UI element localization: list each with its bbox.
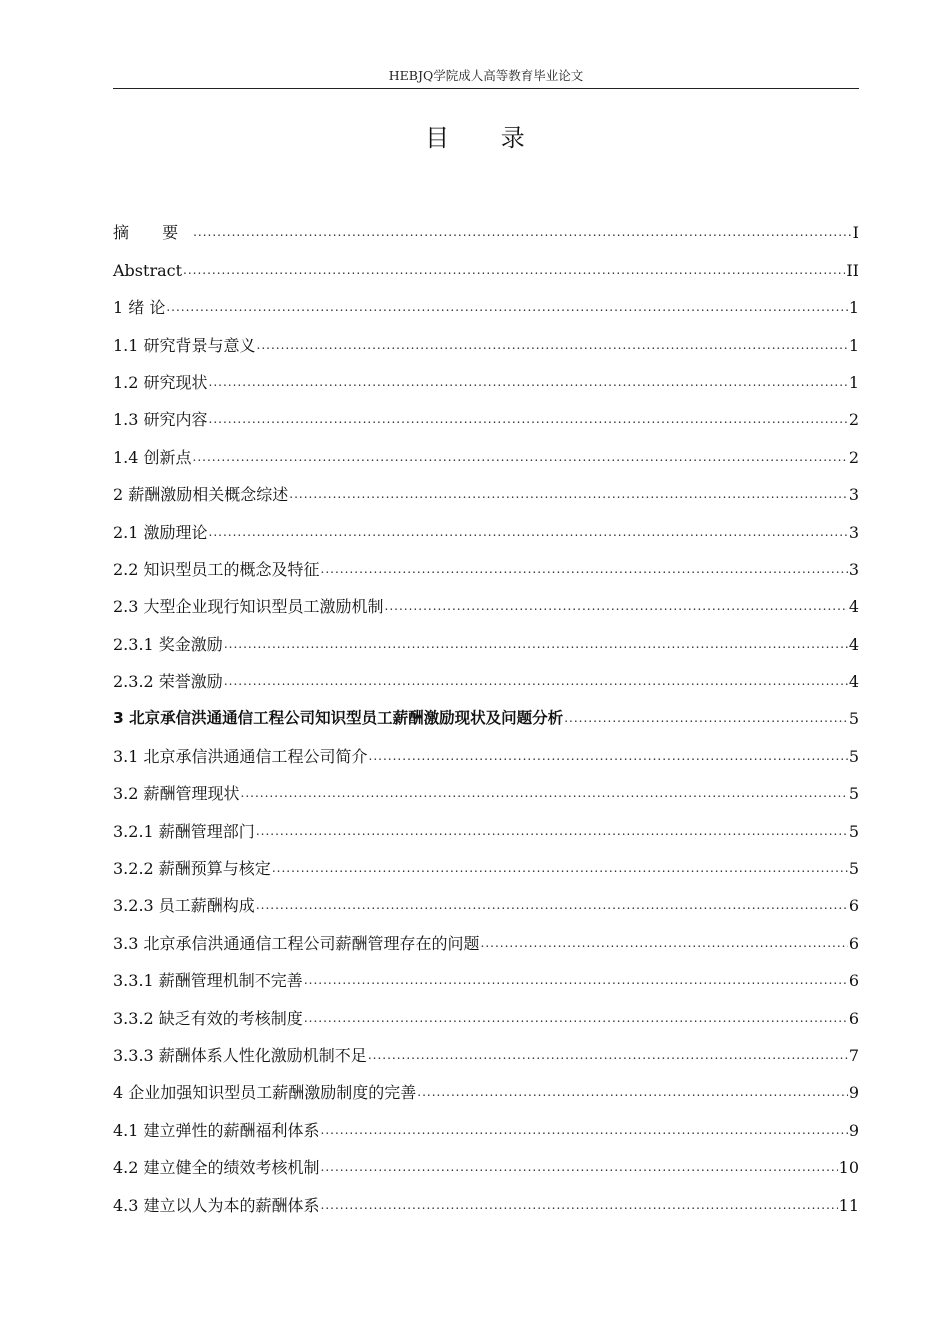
toc-entry[interactable] — [113, 401, 859, 438]
toc-dot-leader — [321, 1110, 848, 1149]
toc-entry-label: 2.1 激励理论 — [113, 522, 208, 542]
toc-entry-page-number: 7 — [848, 1045, 859, 1065]
toc-entry-page-number: 2 — [848, 410, 859, 430]
toc-entry-label: 4.3 建立以人为本的薪酬体系 — [113, 1195, 320, 1215]
toc-entry[interactable] — [113, 999, 859, 1036]
toc-entry-page-number: 4 — [848, 634, 859, 654]
toc-entry[interactable] — [113, 962, 859, 999]
toc-entry[interactable] — [113, 850, 859, 887]
toc-entry-label: 4 企业加强知识型员工薪酬激励制度的完善 — [113, 1083, 417, 1103]
toc-entry[interactable] — [113, 924, 859, 961]
toc-entry-page-number: 3 — [848, 559, 859, 579]
toc-entry-label: 3.3.1 薪酬管理机制不完善 — [113, 971, 303, 991]
toc-entry[interactable] — [113, 775, 859, 812]
toc-entry-label: 2.3.2 荣誉激励 — [113, 672, 223, 692]
toc-entry-page-number: 9 — [848, 1083, 859, 1103]
toc-entry-label: 1.3 研究内容 — [113, 410, 208, 430]
toc-entry[interactable] — [113, 513, 859, 550]
toc-entry-page-number: 5 — [848, 709, 859, 729]
toc-entry-label: 2.3 大型企业现行知识型员工激励机制 — [113, 597, 384, 617]
toc-entry-label: 3.2.3 员工薪酬构成 — [113, 896, 255, 916]
toc-entry[interactable] — [113, 625, 859, 662]
toc-entry[interactable] — [113, 700, 859, 737]
toc-dot-leader — [256, 811, 848, 850]
toc-entry[interactable] — [113, 289, 859, 326]
toc-entry[interactable] — [113, 251, 859, 288]
toc-dot-leader — [241, 773, 848, 812]
toc-entry[interactable] — [113, 1037, 859, 1074]
toc-dot-leader — [209, 512, 848, 551]
toc-entry-label: 3.2 薪酬管理现状 — [113, 784, 240, 804]
toc-entry-label: 1.2 研究现状 — [113, 372, 208, 392]
toc-dot-leader — [564, 698, 848, 737]
toc-entry[interactable] — [113, 1074, 859, 1111]
toc-dot-leader — [257, 325, 848, 364]
toc-entry-label: 3 北京承信洪通通信工程公司知识型员工薪酬激励现状及问题分析 — [113, 709, 564, 728]
toc-entry[interactable] — [113, 214, 859, 251]
toc-dot-leader — [321, 1185, 838, 1224]
toc-entry-page-number: 3 — [848, 522, 859, 542]
toc-entry-page-number: 1 — [848, 298, 859, 318]
toc-entry-label: 4.1 建立弹性的薪酬福利体系 — [113, 1120, 320, 1140]
toc-dot-leader — [209, 362, 848, 401]
toc-dot-leader — [304, 960, 848, 999]
toc-entry-label: 1 绪 论 — [113, 298, 166, 318]
toc-dot-leader — [193, 212, 852, 251]
toc-entry-page-number: 6 — [848, 896, 859, 916]
toc-entry[interactable] — [113, 737, 859, 774]
toc-entry-label: Abstract — [113, 260, 183, 280]
toc-entry-page-number: 5 — [848, 859, 859, 879]
toc-entry-page-number: 4 — [848, 672, 859, 692]
toc-entry-label: 4.2 建立健全的绩效考核机制 — [113, 1158, 320, 1178]
toc-entry-label: 摘 要 — [113, 223, 193, 243]
toc-entry-label: 2 薪酬激励相关概念综述 — [113, 485, 289, 505]
toc-entry[interactable] — [113, 364, 859, 401]
table-of-contents — [113, 214, 859, 1224]
toc-dot-leader — [224, 624, 848, 663]
toc-entry[interactable] — [113, 326, 859, 363]
toc-dot-leader — [369, 736, 848, 775]
toc-entry-page-number: I — [852, 223, 859, 243]
toc-entry-label: 3.3 北京承信洪通通信工程公司薪酬管理存在的问题 — [113, 933, 480, 953]
toc-dot-leader — [183, 250, 845, 289]
toc-entry-label: 3.1 北京承信洪通通信工程公司简介 — [113, 746, 368, 766]
toc-entry-page-number: 4 — [848, 597, 859, 617]
toc-entry-page-number: 6 — [848, 971, 859, 991]
toc-dot-leader — [272, 848, 848, 887]
toc-dot-leader — [417, 1072, 848, 1111]
toc-dot-leader — [304, 998, 848, 1037]
toc-entry[interactable] — [113, 1111, 859, 1148]
toc-entry-label: 3.3.3 薪酬体系人性化激励机制不足 — [113, 1045, 367, 1065]
toc-entry-page-number: 10 — [838, 1158, 859, 1178]
toc-entry-label: 1.1 研究背景与意义 — [113, 335, 256, 355]
toc-entry-label: 1.4 创新点 — [113, 447, 192, 467]
toc-dot-leader — [321, 1147, 838, 1186]
toc-entry-page-number: 5 — [848, 784, 859, 804]
toc-dot-leader — [193, 437, 848, 476]
toc-entry[interactable] — [113, 1186, 859, 1223]
toc-entry-label: 2.3.1 奖金激励 — [113, 634, 223, 654]
toc-dot-leader — [166, 287, 847, 326]
toc-entry-label: 3.2.1 薪酬管理部门 — [113, 821, 255, 841]
toc-dot-leader — [209, 399, 848, 438]
toc-entry-label: 3.2.2 薪酬预算与核定 — [113, 859, 271, 879]
toc-entry[interactable] — [113, 1149, 859, 1186]
toc-entry-page-number: 5 — [848, 821, 859, 841]
toc-dot-leader — [368, 1035, 848, 1074]
toc-entry-page-number: 3 — [848, 485, 859, 505]
toc-dot-leader — [385, 586, 848, 625]
toc-entry[interactable] — [113, 812, 859, 849]
toc-entry[interactable] — [113, 551, 859, 588]
toc-dot-leader — [481, 923, 848, 962]
toc-dot-leader — [256, 885, 848, 924]
toc-entry[interactable] — [113, 438, 859, 475]
toc-entry-page-number: 2 — [848, 447, 859, 467]
toc-entry-page-number: 6 — [848, 933, 859, 953]
toc-entry[interactable] — [113, 663, 859, 700]
toc-entry-page-number: 11 — [838, 1195, 859, 1215]
toc-entry-label: 2.2 知识型员工的概念及特征 — [113, 559, 320, 579]
toc-entry-page-number: 9 — [848, 1120, 859, 1140]
toc-entry-page-number: 6 — [848, 1008, 859, 1028]
toc-entry[interactable] — [113, 588, 859, 625]
toc-entry[interactable] — [113, 887, 859, 924]
page-title: 目 录 — [425, 124, 547, 152]
toc-entry-page-number: 1 — [848, 372, 859, 392]
toc-dot-leader — [321, 549, 848, 588]
toc-entry-label: 3.3.2 缺乏有效的考核制度 — [113, 1008, 303, 1028]
running-header: HEBJQ学院成人高等教育毕业论文 — [113, 66, 859, 89]
toc-entry-page-number: 5 — [848, 746, 859, 766]
toc-entry-page-number: 1 — [848, 335, 859, 355]
toc-dot-leader — [289, 474, 848, 513]
toc-entry[interactable] — [113, 476, 859, 513]
toc-dot-leader — [224, 661, 848, 700]
toc-entry-page-number: II — [846, 260, 859, 280]
